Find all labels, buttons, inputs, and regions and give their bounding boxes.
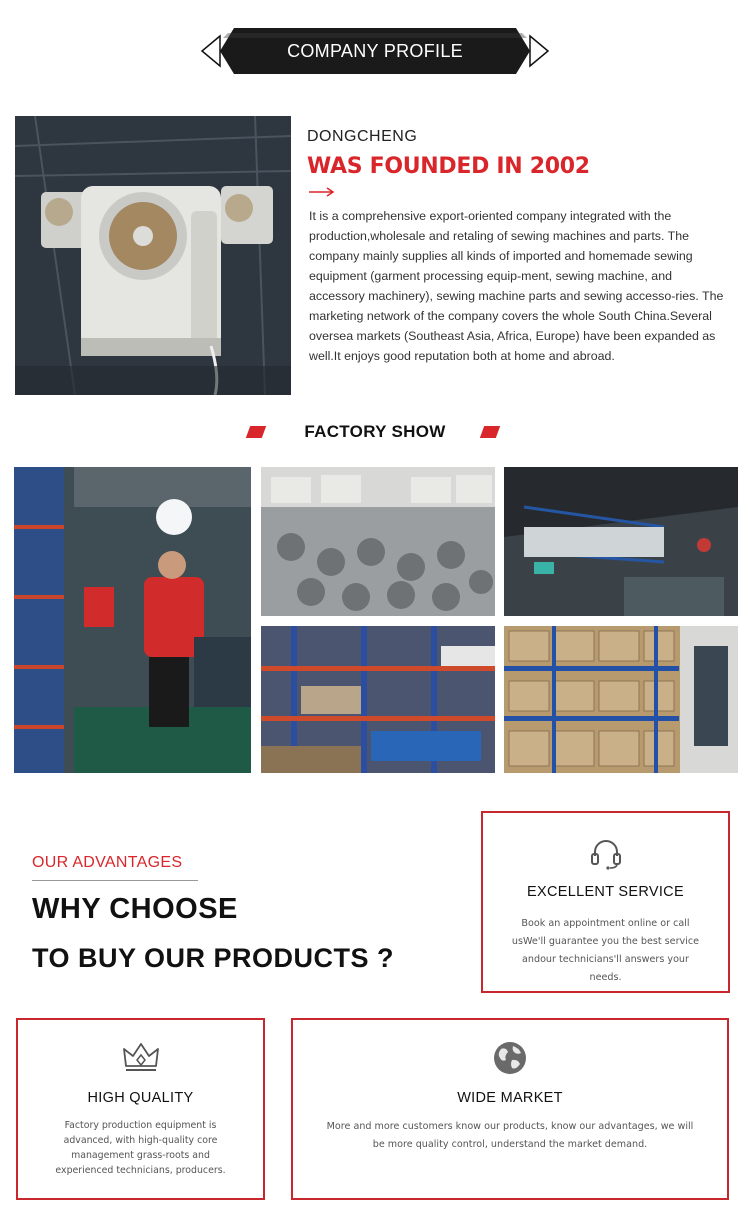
- card-excellent-service: [481, 811, 730, 993]
- advantages-kicker: OUR ADVANTAGES: [32, 854, 183, 871]
- card-wide-market: [291, 1018, 729, 1200]
- company-description: It is a comprehensive export-oriented company integrated with the production,wholesale and retaling of sewing machines and parts. The company mainly supplies all kinds of imported and homemade sewing equipment (garment processing equip-ment, sewing machine, and accessory machinery), sewing machine parts and sewing accesso-ries. The marketing network of the company covers the whole South China.Several oversea markets (Southeast Asia, Africa, Europe) have been expanded as well.It enjoys good reputation both at home and abroad.: [309, 209, 724, 363]
- arrow-right-icon: [309, 187, 335, 197]
- company-profile-banner: [198, 28, 552, 74]
- globe-icon: [492, 1040, 528, 1076]
- founded-heading: WAS FOUNDED IN 2002: [307, 154, 590, 179]
- factory-show-title: FACTORY SHOW: [304, 422, 446, 441]
- advantages-heading-line1: WHY CHOOSE: [32, 893, 238, 925]
- card-description: More and more customers know our products, know our advantages, we will be more quality control, understand the market demand.: [326, 1121, 694, 1150]
- card-description: Book an appointment online or call usWe'll guarantee you the best service andour technicians'll answers your needs.: [511, 918, 700, 983]
- factory-photo-warehouse-boxes: [504, 626, 738, 773]
- advantages-heading-line2: TO BUY OUR PRODUCTS ?: [32, 943, 395, 973]
- card-title: HIGH QUALITY: [87, 1090, 194, 1106]
- brand-name: DONGCHENG: [307, 128, 418, 145]
- factory-photo-shelves-blue: [261, 626, 495, 773]
- headset-icon: [589, 837, 623, 871]
- sewing-motor-photo: [15, 116, 291, 395]
- page-title: COMPANY PROFILE: [287, 41, 463, 61]
- factory-photo-assembly-line: [504, 467, 738, 616]
- crown-icon: [122, 1040, 160, 1074]
- card-title: WIDE MARKET: [457, 1090, 563, 1106]
- factory-photo-motor-stock: [261, 467, 495, 616]
- card-description: Factory production equipment is advanced, with high-quality core management grass-roots and experienced technicians, producers.: [55, 1120, 226, 1176]
- card-title: EXCELLENT SERVICE: [527, 884, 684, 900]
- factory-show-heading: [0, 422, 750, 446]
- kicker-underline: [32, 880, 198, 881]
- card-high-quality: [16, 1018, 265, 1200]
- factory-photo-workshop: [14, 467, 251, 773]
